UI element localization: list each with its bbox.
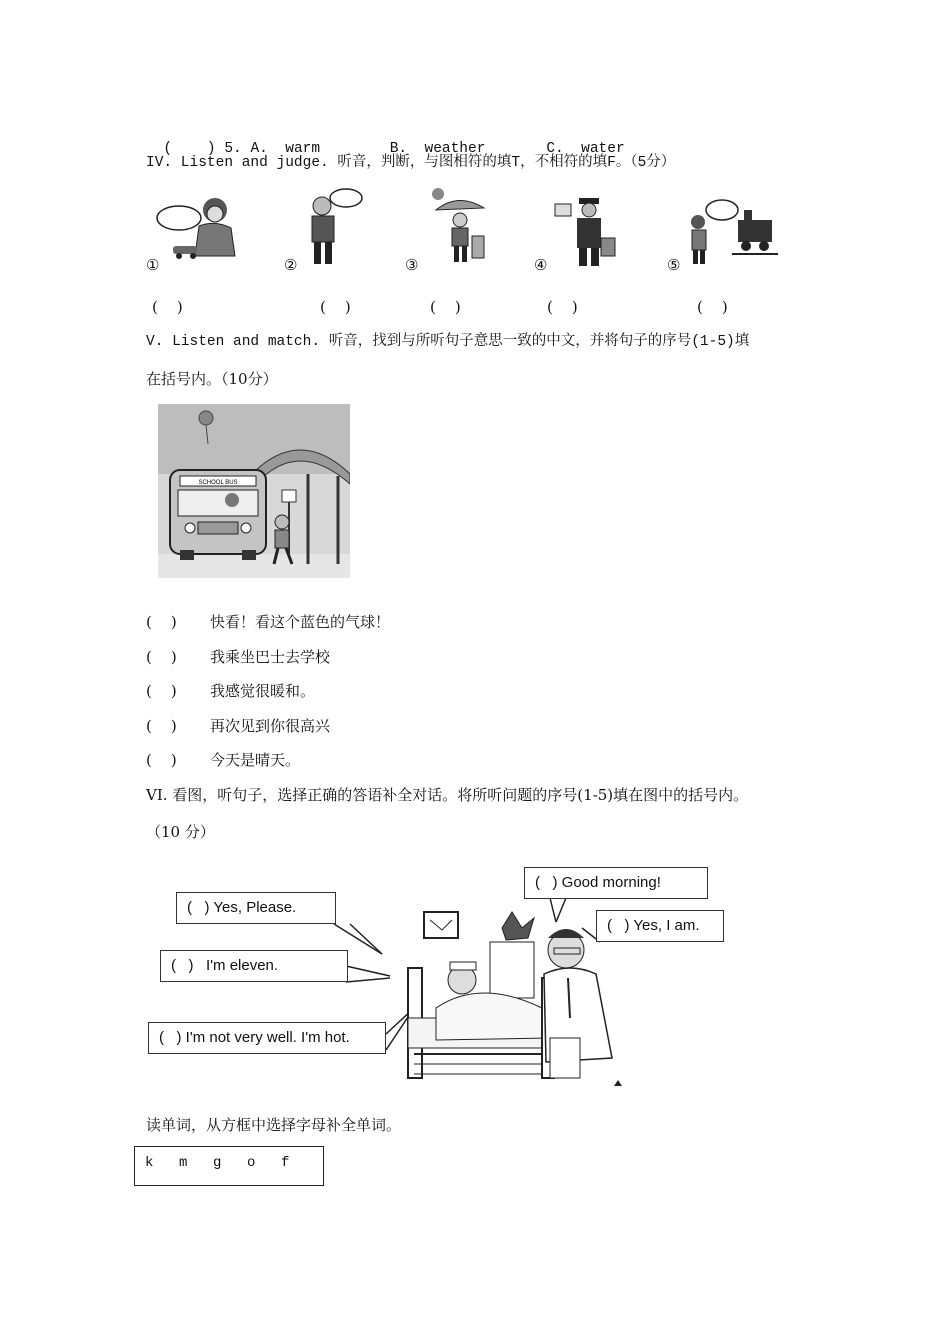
section-6-title-line1: VI. 看图，听句子，选择正确的答语补全对话。将所听问题的序号(1-5)填在图中的括号内。: [146, 786, 749, 804]
section-5-title-line2: 在括号内。（10分）: [146, 370, 278, 388]
match-item-5: [146, 750, 300, 770]
item-text: 快看！看这个蓝色的气球！: [210, 613, 391, 631]
answer-paren[interactable]: ( ): [146, 751, 177, 769]
item-text: 我感觉很暖和。: [210, 682, 316, 700]
bubble-eleven[interactable]: ( ) I'm eleven.: [160, 950, 348, 982]
item-text: 我乘坐巴士去学校: [210, 648, 331, 666]
answer-paren-3[interactable]: ( ): [430, 298, 461, 316]
section-7-title: 读单词，从方框中选择字母补全单词。: [146, 1116, 402, 1134]
picture-marker-1: ①: [146, 256, 160, 274]
section-4-title: IV. Listen and judge. 听音，判断，与图相符的填T，不相符的填F。（5分）: [146, 155, 676, 171]
item-text: 今天是晴天。: [210, 751, 301, 769]
girl-speaking-picture: [155, 186, 245, 262]
answer-paren-1[interactable]: ( ): [152, 298, 183, 316]
letter-option: k: [145, 1155, 154, 1171]
letter-option: f: [281, 1155, 290, 1171]
section-6-title-line2: （10 分）: [146, 823, 215, 841]
match-item-2: [146, 647, 330, 667]
bus-sign-text: SCHOOL BUS: [198, 480, 238, 486]
letter-option: m: [179, 1155, 188, 1171]
answer-paren[interactable]: ( ): [146, 613, 177, 631]
letter-box: [134, 1146, 324, 1186]
answer-paren[interactable]: ( ): [146, 648, 177, 666]
answer-paren[interactable]: ( ): [146, 682, 177, 700]
girl-umbrella-picture: [428, 186, 492, 268]
bubble-not-well[interactable]: ( ) I'm not very well. I'm hot.: [148, 1022, 386, 1054]
postman-picture: [553, 196, 619, 268]
answer-paren-4[interactable]: ( ): [547, 298, 578, 316]
man-speaking-picture: [300, 186, 366, 268]
match-item-1: [146, 612, 390, 632]
answer-paren-5[interactable]: ( ): [697, 298, 728, 316]
boy-train-picture: [688, 196, 778, 266]
option-c: C. water: [546, 141, 625, 157]
answer-paren: ( ): [163, 141, 216, 157]
match-item-3: [146, 681, 315, 701]
item-text: 再次见到你很高兴: [210, 717, 331, 735]
letter-list: [145, 1155, 315, 1171]
option-b: B. weather: [389, 141, 486, 157]
question-number: 5.: [224, 141, 242, 157]
answer-paren-2[interactable]: ( ): [320, 298, 351, 316]
bubble-yes-i-am[interactable]: ( ) Yes, I am.: [596, 910, 724, 942]
option-a: A. warm: [250, 141, 321, 157]
bubble-yes-please[interactable]: ( ) Yes, Please.: [176, 892, 336, 924]
picture-marker-4: ④: [534, 256, 548, 274]
section-5-title-line1: V. Listen and match. 听音，找到与所听句子意思一致的中文，并将句子的序号(1-5)填: [146, 334, 750, 350]
bus-stop-picture: [158, 404, 350, 578]
picture-marker-5: ⑤: [667, 256, 681, 274]
letter-option: o: [247, 1155, 256, 1171]
match-item-4: [146, 716, 330, 736]
letter-option: g: [213, 1155, 222, 1171]
picture-marker-2: ②: [284, 256, 298, 274]
answer-paren[interactable]: ( ): [146, 717, 177, 735]
bubble-good-morning[interactable]: ( ) Good morning!: [524, 867, 708, 899]
picture-marker-3: ③: [405, 256, 419, 274]
